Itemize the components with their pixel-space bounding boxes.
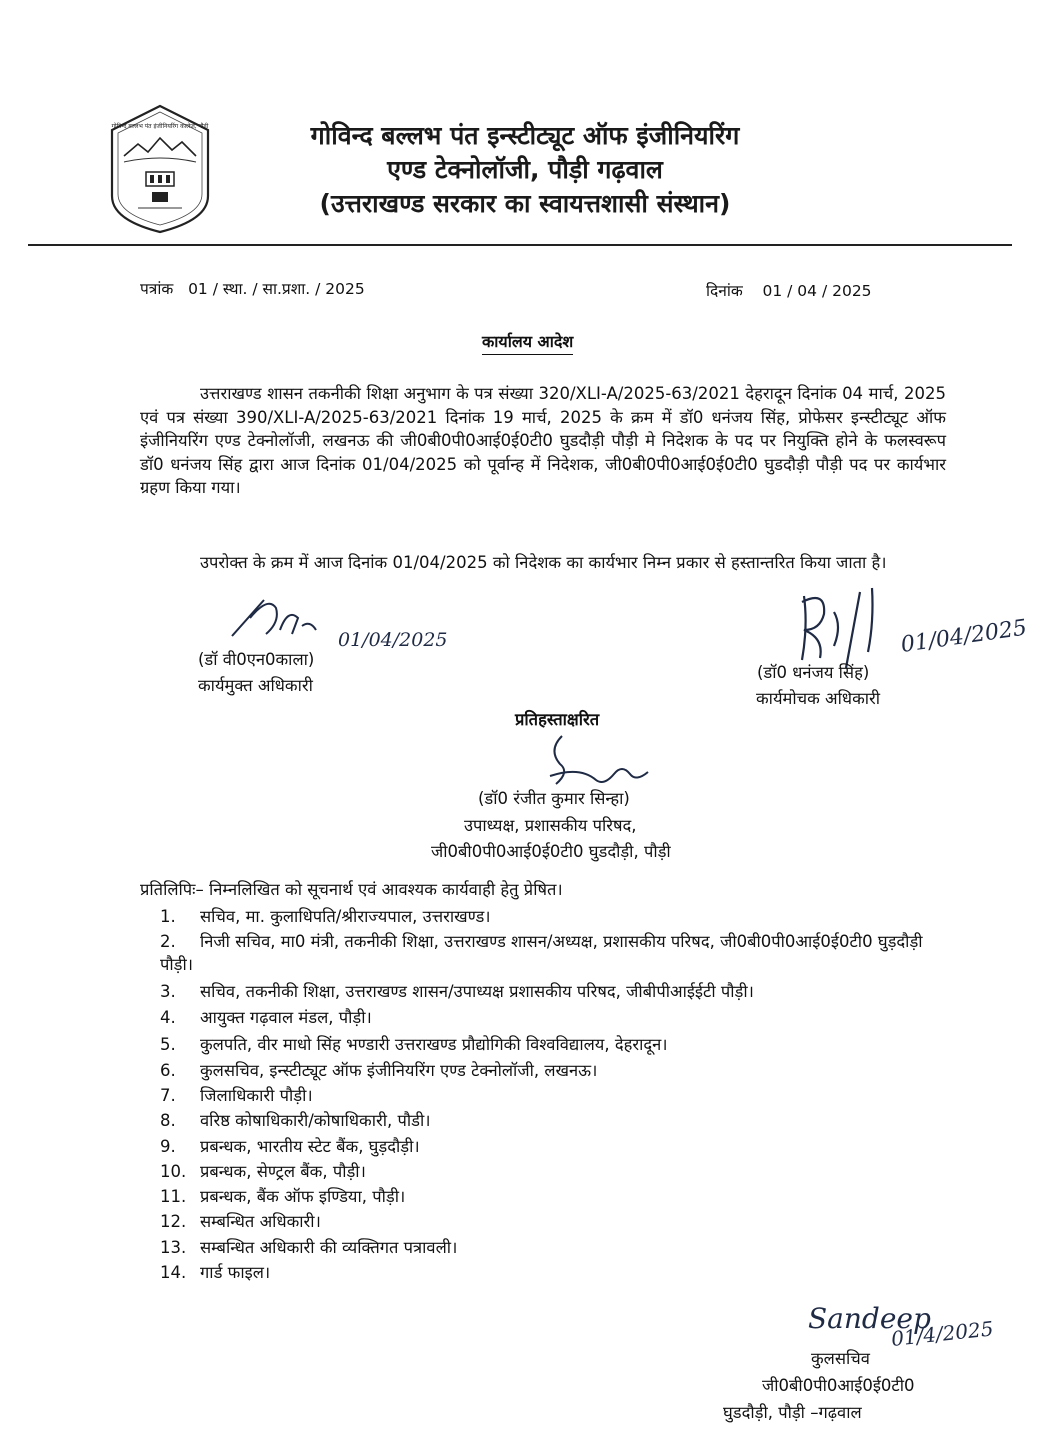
copy-item-number: 2. [160,932,176,951]
reference-label: पत्रांक [140,280,174,298]
copy-item-number: 6. [160,1061,176,1080]
relieved-signature-date: 01/04/2025 [338,629,448,650]
registrar-signature-name: Sandeep [808,1302,931,1335]
copy-list-item [160,1033,950,1056]
copy-item-text: कुलसचिव, इन्स्टीट्यूट ऑफ इंजीनियरिंग एण्ड टेक्नोलॉजी, लखनऊ। [200,1061,598,1080]
copy-item-text: निजी सचिव, मा0 मंत्री, तकनीकी शिक्षा, उत्तराखण्ड शासन/अध्यक्ष, प्रशासकीय परिषद, जी0बी0पी0आई0ई0टी0 घुड़दौड़ी पौड़ी। [160,932,923,974]
body-paragraph-2: उपरोक्त के क्रम में आज दिनांक 01/04/2025 को निदेशक का कार्यभार निम्न प्रकार से हस्तान्तरित किया जाता है। [200,553,887,572]
date-value: 01 / 04 / 2025 [762,282,872,300]
date-line [706,279,872,301]
countersigned-label: प्रतिहस्ताक्षरित [515,710,600,729]
copy-item-number: 8. [160,1111,176,1130]
registrar-organization: जी0बी0पी0आई0ई0टी0 [762,1376,915,1395]
copy-list-item [160,1261,950,1284]
copy-list-item [160,905,950,928]
copy-item-number: 4. [160,1008,176,1027]
copy-intro: प्रतिलिपिः– निम्नलिखित को सूचनार्थ एवं आवश्यक कार्यवाही हेतु प्रेषित। [140,880,563,899]
body-paragraph-1: उत्तराखण्ड शासन तकनीकी शिक्षा अनुभाग के पत्र संख्या 320/XLI-A/2025-63/2021 देहरादून दिनांक 04 मार्च, 2025 एवं पत्र संख्या 390/XLI-A/2025-63/2021 दिनांक 19 मार्च, 2025 के क्रम में डॉ0 धनंजय सिंह, प्रोफेसर इन्स्टीट्यूट ऑफ इंजीनियरिंग एण्ड टेक्नोलॉजी, लखनऊ की जी0बी0पी0आई0ई0टी0 घुडदौड़ी पौड़ी मे निदेशक के पद पर नियुक्ति होने के फलस्वरूप डॉ0 धनंजय सिंह द्वारा आज दिनांक 01/04/2025 को पूर्वान्ह में निदेशक, जी0बी0पी0आई0ई0टी0 घुडदौड़ी पौड़ी पद पर कार्यभार ग्रहण किया गया। [140,384,946,497]
date-label: दिनांक [706,282,743,300]
assuming-signature-date: 01/04/2025 [899,615,1029,658]
copy-item-number: 5. [160,1035,176,1054]
copy-item-number: 12. [160,1212,187,1231]
institute-name-line1: गोविन्द बल्लभ पंत इन्स्टीट्यूट ऑफ इंजीनियरिंग [310,121,740,150]
copy-list-item [160,1109,950,1132]
copy-item-number: 7. [160,1086,176,1105]
copy-list-item [160,1210,950,1233]
copy-item-text: प्रबन्धक, भारतीय स्टेट बैंक, घुड़दौड़ी। [200,1137,420,1156]
copy-item-text: सचिव, तकनीकी शिक्षा, उत्तराखण्ड शासन/उपाध्यक्ष प्रशासकीय परिषद, जीबीपीआईईटी पौड़ी। [200,982,754,1001]
reference-line [140,277,365,299]
document-title: कार्यालय आदेश [482,330,573,355]
copy-item-number: 14. [160,1263,187,1282]
countersigner-designation: उपाध्यक्ष, प्रशासकीय परिषद, [464,816,637,835]
copy-item-number: 10. [160,1162,187,1181]
copy-item-text: वरिष्ठ कोषाधिकारी/कोषाधिकारी, पौडी। [200,1111,431,1130]
copy-list-item [160,1059,950,1082]
institute-name-line2: एण्ड टेक्नोलॉजी, पौड़ी गढ़वाल [387,155,663,184]
copy-item-text: जिलाधिकारी पौड़ी। [200,1086,313,1105]
copy-list-item [160,980,950,1003]
copy-list-item [160,1160,950,1183]
copy-item-number: 9. [160,1137,176,1156]
copy-list-item [160,1084,950,1107]
copy-item-text: सम्बन्धित अधिकारी। [200,1212,321,1231]
registrar-signature [800,1294,1040,1354]
logo-text: गोविन्द बल्लभ पंत इंजीनियरिंग कालेज, पौड़ी [111,123,209,130]
copy-item-text: प्रबन्धक, बैंक ऑफ इण्डिया, पौड़ी। [200,1187,406,1206]
copy-item-text: सम्बन्धित अधिकारी की व्यक्तिगत पत्रावली। [200,1238,458,1257]
copy-list-item [160,1185,950,1208]
copy-list-item [160,1236,950,1259]
copy-item-text: प्रबन्धक, सेण्ट्रल बैंक, पौड़ी। [200,1162,366,1181]
relieved-officer-signature [220,590,470,650]
copy-list-item [160,1135,950,1158]
countersigner-organization: जी0बी0पी0आई0ई0टी0 घुडदौड़ी, पौड़ी [431,842,671,861]
assuming-officer-role: कार्यमोचक अधिकारी [756,689,881,708]
assuming-officer-name: (डॉ0 धनंजय सिंह) [757,663,870,682]
copy-item-text: सचिव, मा. कुलाधिपति/श्रीराज्यपाल, उत्तराखण्ड। [200,907,491,926]
copy-list-item [160,1006,950,1029]
header-divider [28,244,1012,246]
copy-item-number: 11. [160,1187,187,1206]
institute-subtitle: (उत्तराखण्ड सरकार का स्वायत्तशासी संस्थान) [319,189,731,218]
relieved-officer-name: (डॉ वी0एन0काला) [198,650,315,669]
registrar-signature-date: 01/4/2025 [890,1316,995,1351]
copy-item-number: 1. [160,907,176,926]
relieved-officer-role: कार्यमुक्त अधिकारी [198,676,313,695]
copy-item-number: 3. [160,982,176,1001]
registrar-title: कुलसचिव [811,1349,870,1368]
reference-number: 01 / स्था. / सा.प्रशा. / 2025 [188,280,365,298]
institute-logo [108,104,212,234]
copy-list-item [160,930,950,976]
copy-item-text: कुलपति, वीर माधो सिंह भण्डारी उत्तराखण्ड प्रौद्योगिकी विश्वविद्यालय, देहरादून। [200,1035,668,1054]
registrar-place: घुडदौड़ी, पौड़ी –गढ़वाल [723,1403,862,1422]
countersigner-name: (डॉ0 रंजीत कुमार सिन्हा) [478,789,630,808]
copy-item-text: आयुक्त गढ़वाल मंडल, पौड़ी। [200,1008,372,1027]
copy-item-text: गार्ड फाइल। [200,1263,271,1282]
countersigner-signature [540,730,670,792]
copy-item-number: 13. [160,1238,187,1257]
